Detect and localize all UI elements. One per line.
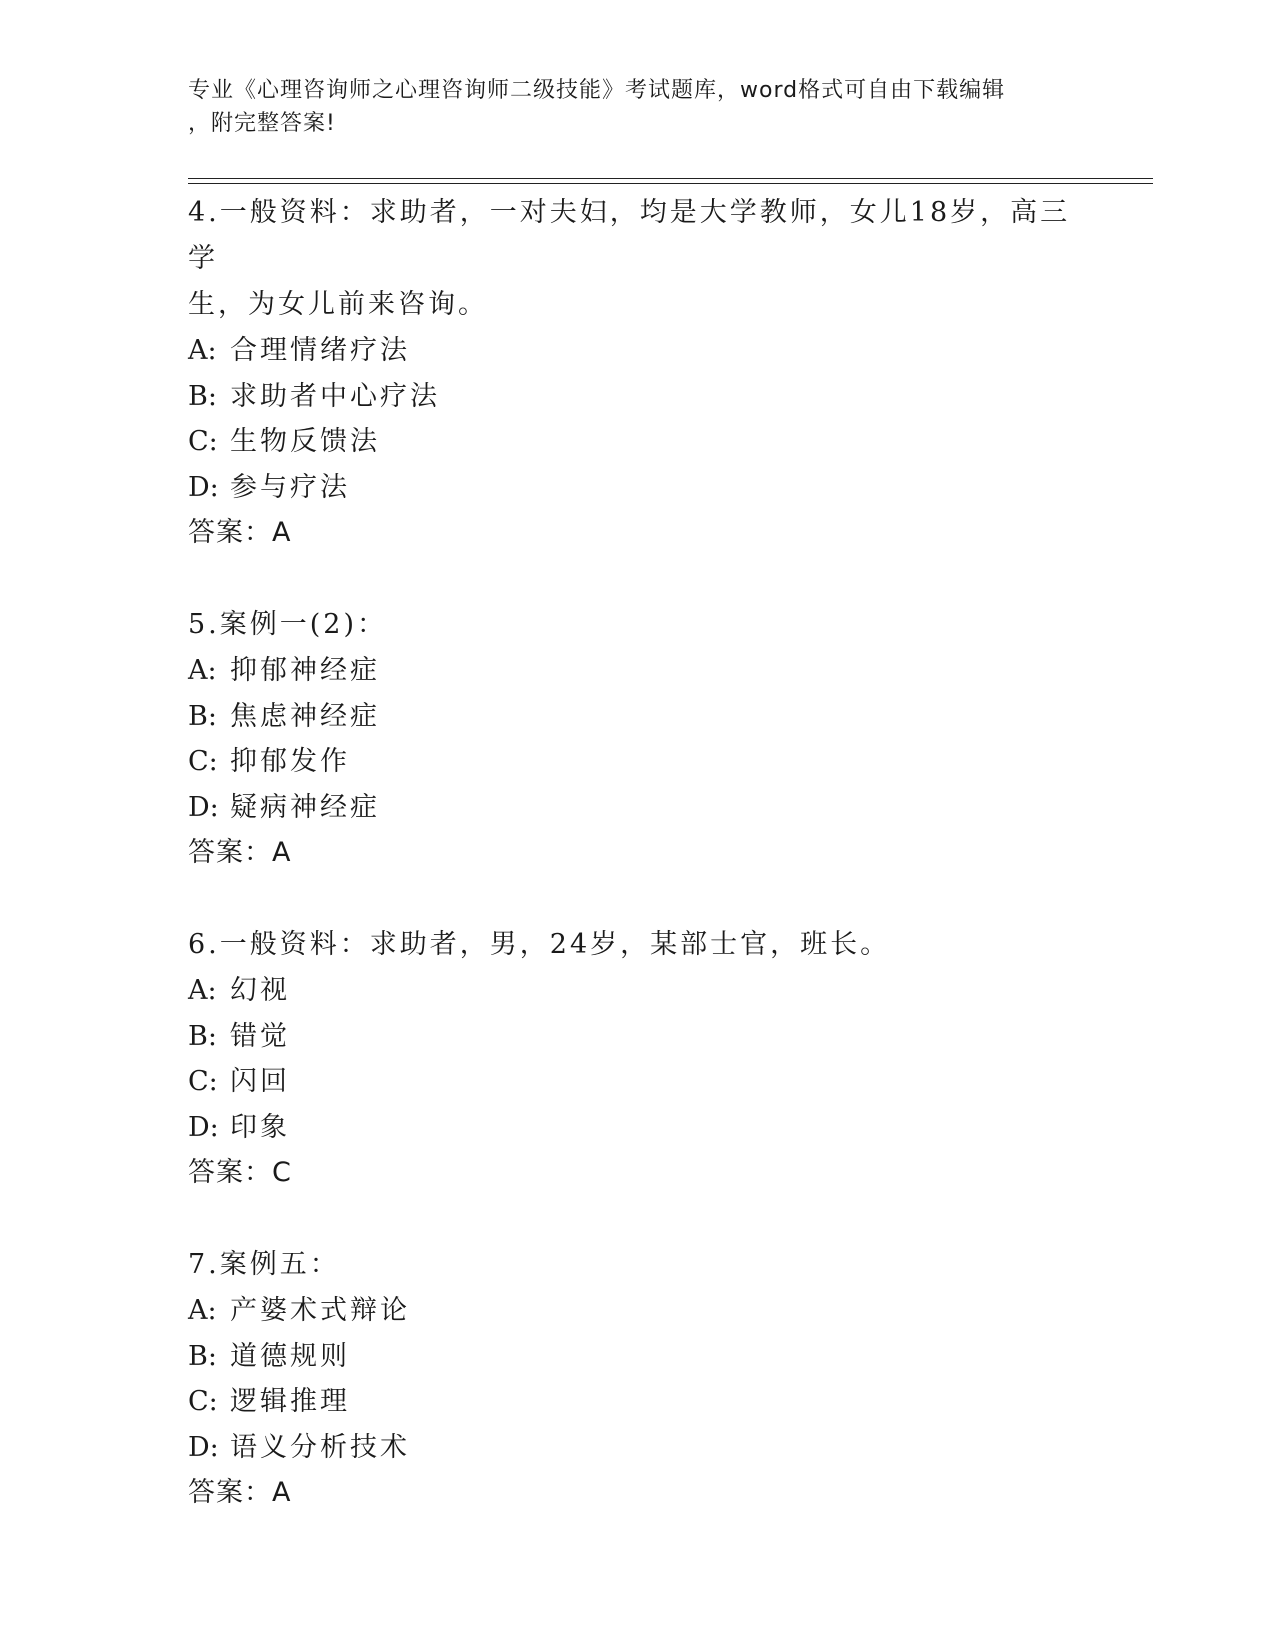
header-line-2: ，附完整答案! [188,111,336,136]
option-d [188,1105,1088,1151]
question-item [188,602,1088,876]
question-stem-line: 生，为女儿前来咨询。 [188,289,488,320]
option-a [188,328,1088,374]
option-text: 抑郁发作 [230,746,350,777]
header-divider-top [188,178,1153,179]
option-text: 语义分析技术 [230,1431,410,1463]
question-list [188,190,1088,1562]
answer-line: 答案：C [188,1157,292,1188]
option-text: 生物反馈法 [230,426,380,457]
option-b [188,694,1088,740]
option-letter: A: [188,975,217,1006]
option-letter: C: [188,1386,218,1417]
option-d [188,465,1088,511]
option-letter: C: [188,746,218,777]
document-header [188,74,1088,140]
option-a [188,648,1088,694]
option-text: 逻辑推理 [230,1386,350,1417]
option-text: 疑病神经症 [230,791,380,823]
option-text: 求助者中心疗法 [230,380,440,412]
option-letter: B: [188,380,217,412]
option-letter: D: [188,791,219,823]
option-a [188,968,1088,1014]
option-c [188,419,1088,465]
question-stem-line: 4.一般资料：求助者，一对夫妇，均是大学教师，女儿18岁，高三学 [188,197,1071,274]
option-letter: D: [188,471,219,503]
option-text: 闪回 [230,1066,290,1097]
header-line-1: 专业《心理咨询师之心理咨询师二级技能》考试题库，word格式可自由下载编辑 [188,78,1006,103]
option-letter: A: [188,1295,217,1326]
option-d [188,785,1088,831]
option-c [188,1059,1088,1105]
option-text: 错觉 [230,1020,290,1052]
option-letter: C: [188,1066,218,1097]
option-letter: B: [188,1340,217,1372]
answer-line: 答案：A [188,1477,292,1508]
option-text: 合理情绪疗法 [230,335,410,366]
option-a [188,1288,1088,1334]
option-c [188,739,1088,785]
option-letter: B: [188,700,217,732]
option-text: 参与疗法 [230,471,350,503]
option-c [188,1379,1088,1425]
answer-line: 答案：A [188,837,292,868]
option-letter: B: [188,1020,217,1052]
question-item [188,922,1088,1196]
option-d [188,1425,1088,1471]
option-text: 幻视 [230,975,290,1006]
option-text: 焦虑神经症 [230,700,380,732]
question-stem-line: 7.案例五： [188,1249,340,1280]
option-b [188,1014,1088,1060]
option-b [188,374,1088,420]
option-text: 道德规则 [230,1340,350,1372]
header-divider-bottom [188,183,1153,184]
question-item [188,1242,1088,1516]
option-letter: C: [188,426,218,457]
option-text: 产婆术式辩论 [230,1295,410,1326]
option-letter: A: [188,335,217,366]
question-stem-line: 5.案例一(2)： [188,609,388,640]
question-stem-line: 6.一般资料：求助者，男，24岁，某部士官，班长。 [188,929,891,960]
option-letter: D: [188,1111,219,1143]
option-b [188,1334,1088,1380]
option-letter: A: [188,655,217,686]
option-text: 抑郁神经症 [230,655,380,686]
answer-line: 答案：A [188,517,292,548]
question-item [188,190,1088,556]
option-text: 印象 [230,1111,290,1143]
option-letter: D: [188,1431,219,1463]
